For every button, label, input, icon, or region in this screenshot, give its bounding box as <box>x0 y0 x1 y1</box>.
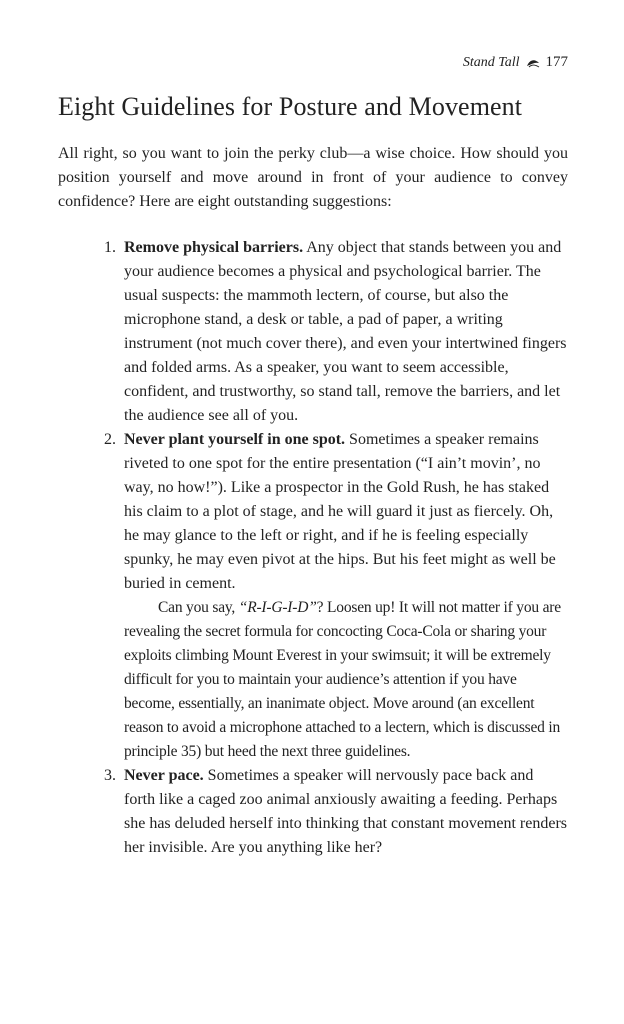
guideline-text: Any object that stands between you and your audience becomes a physical and psychological barrier. The usual suspects: the mammoth lectern, of course, but also the microphone stand, a desk or table, a pad of paper, a writing instrument (not much cover there), and even your intertwined fingers and folded arms. As a speaker, you want to seem accessible, confident, and trustworthy, so stand tall, remove the barriers, and let the audience see all of you. <box>124 239 567 424</box>
guidelines-list <box>58 236 568 860</box>
running-title: Stand Tall <box>462 54 520 70</box>
leaf-ornament-icon <box>526 58 540 68</box>
guideline-item <box>58 764 568 860</box>
guideline-text: Sometimes a speaker remains riveted to one spot for the entire presentation (“I ain’t movin’, no way, no how!”). Like a prospector in the Gold Rush, he has staked his claim to a plot of stage, and he will guard it just as fiercely. Oh, he may glance to the left or right, and if he is feeling especially spunky, he may even pivot at the hips. But his feet might as well be buried in cement. <box>124 431 556 592</box>
guideline-item <box>58 428 568 764</box>
guideline-item <box>58 236 568 428</box>
guideline-text: Sometimes a speaker will nervously pace back and forth like a caged zoo animal anxiously awaiting a feeding. Perhaps she has deluded herself into thinking that constant movement renders her invisible. Are you anything like her? <box>124 767 567 856</box>
guideline-title: Never plant yourself in one spot. <box>124 431 346 448</box>
p2-emphasis: “R-I-G-I-D” <box>238 599 317 616</box>
intro-paragraph: All right, so you want to join the perky club—a wise choice. How should you position yourself and move around in front of your audience to convey confidence? Here are eight outstanding suggestions: <box>58 145 568 210</box>
guideline-paragraph-2 <box>124 596 568 764</box>
guideline-title: Remove physical barriers. <box>124 239 304 256</box>
p2-before: Can you say, <box>158 599 239 616</box>
guideline-title: Never pace. <box>124 767 204 784</box>
p2-after: ? Loosen up! It will not matter if you are revealing the secret formula for concocting Coca-Cola or sharing your exploits climbing Mount Everest in your swimsuit; it will be extremely difficult for you to maintain your audience’s attention if you have become, essentially, an inanimate object. Move around (an excellent reason to avoid a microphone attached to a lectern, which is discussed in principle 35) but heed the next three guidelines. <box>124 599 561 760</box>
guideline-number: 1. <box>104 239 116 256</box>
guideline-number: 3. <box>104 767 116 784</box>
page-number: 177 <box>545 54 568 70</box>
running-head <box>463 54 568 71</box>
section-heading: Eight Guidelines for Posture and Movement <box>58 92 523 121</box>
guideline-number: 2. <box>104 431 116 448</box>
